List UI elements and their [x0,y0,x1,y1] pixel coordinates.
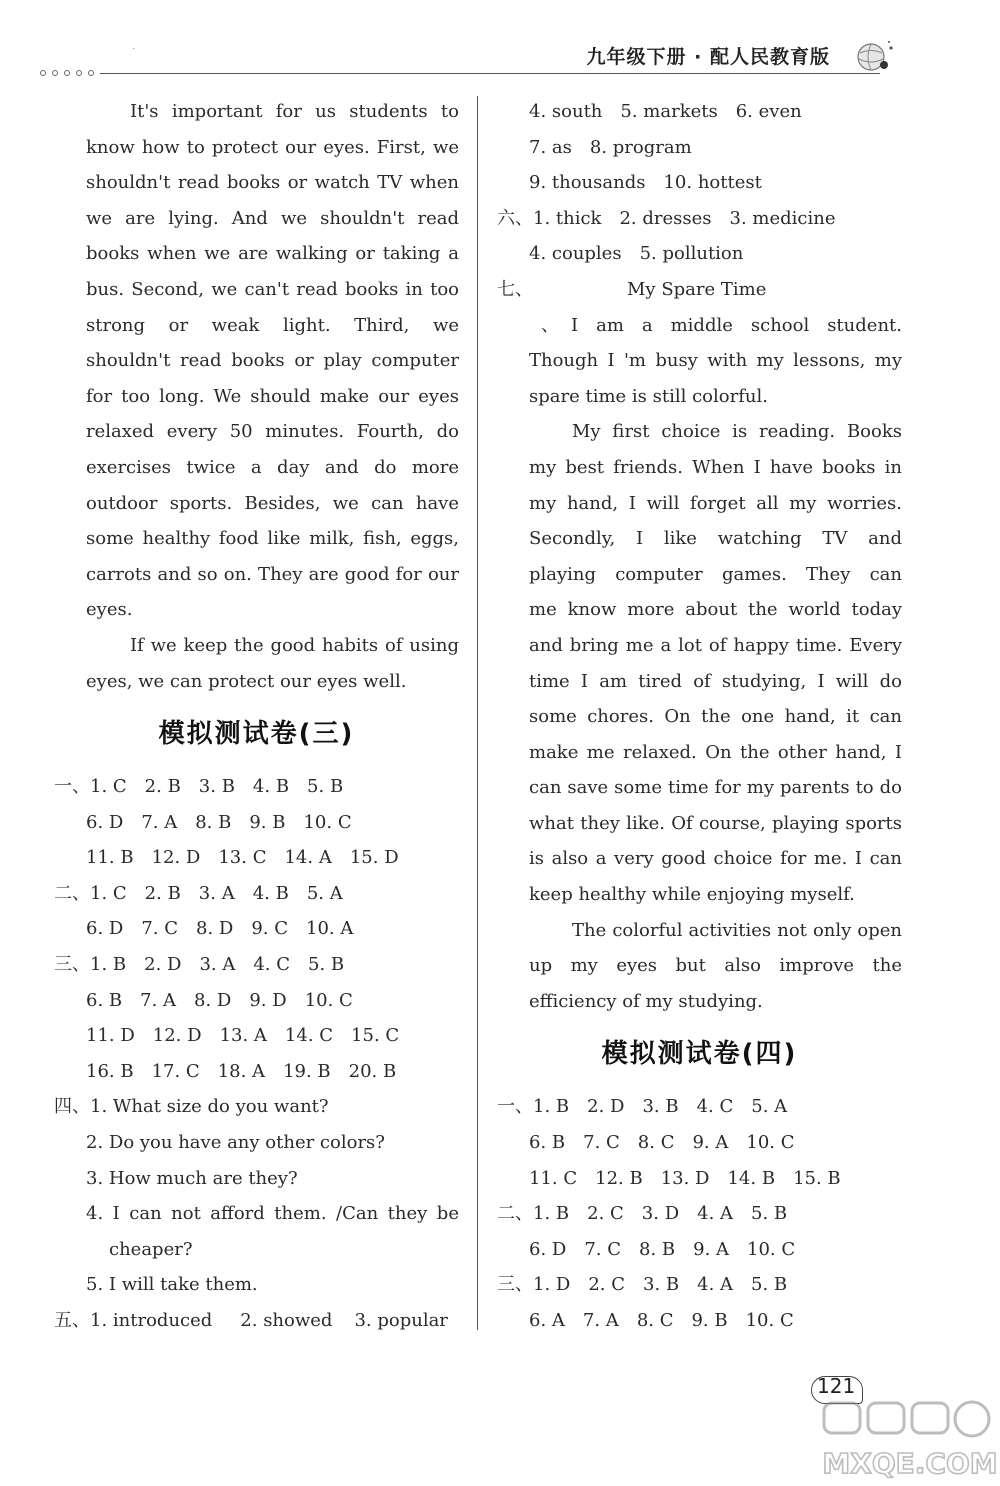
essay-line: outdoor sports. Besides, we can have [86,492,459,514]
answer: 13. A [219,1025,267,1047]
answer: 4. A [697,1274,734,1296]
essay-line: shouldn't read books or watch TV when [86,172,459,194]
answer: 15. C [351,1025,400,1047]
answer: 3. B [642,1096,679,1118]
answer-row [497,1303,902,1339]
answer: 2. C [587,1203,624,1225]
answer: 9. C [251,918,288,940]
right-column [497,94,902,1339]
answer-row [54,876,459,912]
essay-line: my hand, I will forget all my worries. [529,492,902,514]
answer: 7. A [140,989,177,1011]
answer-sentence: 2. Do you have any other colors? [86,1132,385,1154]
answer-row [54,911,459,947]
answer: 2. B [144,776,181,798]
answer: 14. A [284,847,332,869]
test-4-title: 模拟测试卷(四) [601,1039,798,1070]
answer-row [497,1267,902,1303]
essay-line: shouldn't read books or play computer [86,350,459,372]
answer: 6. D [86,918,124,940]
answer-row [497,236,902,272]
answer: 9. A [693,1238,730,1260]
answer: 1. introduced [90,1310,213,1331]
answer: 13. D [660,1167,710,1189]
answer: 3. medicine [729,207,836,229]
answer: 1. thick [533,207,602,229]
answer: 10. hottest [663,172,762,194]
essay-line: carrots and so on. They are good for our [86,563,459,585]
answer: 11. C [529,1167,578,1189]
answer-sentence: 3. How much are they? [86,1167,298,1189]
essay-line: and bring me a lot of happy time. Every [529,634,902,656]
answer-row [497,1089,902,1125]
essay-line: up my eyes but also improve the [529,955,902,977]
answer: 2. C [588,1274,625,1296]
answer: 5. A [306,882,343,904]
answer: 2. D [144,954,182,976]
answer: 4. B [252,776,290,798]
answer: 8. D [194,989,232,1011]
answer: 6. D [86,811,124,833]
essay-line: my best friends. When I have books in [529,456,902,478]
answer: 10. C [745,1310,794,1331]
answer: 6. B [529,1132,566,1154]
answer-sentence: 5. I will take them. [86,1274,258,1296]
answer-row [497,1232,902,1268]
answer: 4. C [696,1096,734,1118]
answer: 20. B [348,1060,397,1082]
answer: 1. C [90,776,127,798]
essay-line: books when we are walking or taking a [86,243,459,265]
answer: 8. program [589,136,692,158]
answer: 2. dresses [619,207,712,229]
essay-line: exercises twice a day and do more [86,456,459,478]
essay-line: is also a very good choice for me. I can [529,848,902,870]
answer: 4. C [253,954,291,976]
answer: 10. A [306,918,354,940]
answer-row [54,769,459,805]
essay-line: If we keep the good habits of using [130,634,459,656]
answer: 12. D [152,1025,202,1047]
answer: 17. C [151,1060,200,1082]
essay-line: The colorful activities not only open [572,919,902,941]
answer-row [497,201,902,237]
essay-line: time I am tired of studying, I will do [529,670,902,692]
answer: 18. A [217,1060,266,1082]
watermark-text: MXQE.COM [822,1447,998,1480]
answer: 9. D [249,989,287,1011]
answer: 10. C [747,1238,796,1260]
answer: 1. D [533,1274,571,1296]
answer: 3. A [199,954,236,976]
answer: 8. D [196,918,234,940]
answer: 4. couples [529,243,622,265]
ball-logo-icon [851,38,895,74]
answer: 10. C [304,989,353,1011]
essay-line: Though I 'm busy with my lessons, my [529,350,902,372]
essay-line: can save some time for my parents to do [529,777,902,799]
answer: 7. C [141,918,178,940]
answer: 4. south [529,101,603,122]
header-mark: · [132,44,136,55]
page-header [40,30,960,90]
answer: 2. showed [240,1310,333,1331]
header-dots [40,70,94,76]
essay-line: playing computer games. They can [529,563,902,585]
answer: 8. C [637,1132,675,1154]
essay-line: I am a middle school student. [571,314,902,336]
answer: 12. D [151,847,201,869]
answer: 1. C [90,882,127,904]
answer: 12. B [595,1167,643,1189]
answer-sentence: 4. I can not afford them. /Can they be [86,1203,459,1225]
answer: 1. B [533,1096,570,1118]
essay-title-row [497,272,902,308]
answer-row [497,130,902,166]
section-label: 一、 [54,776,90,798]
essay-line: It's important for us students to [130,101,459,122]
essay-line: bus. Second, we can't read books in too [86,278,459,300]
page-number: 121 [817,1374,856,1398]
answer: 9. A [692,1132,729,1154]
essay-line: for too long. We should make our eyes [86,385,459,407]
answer: 7. C [583,1132,620,1154]
answer: 16. B [86,1060,134,1082]
answer: 11. B [86,847,134,869]
section-label: 七、 [497,278,533,300]
answer: 5. pollution [639,243,744,265]
essay-line: me know more about the world today [529,599,902,621]
answer: 6. D [529,1238,567,1260]
answer: 19. B [283,1060,331,1082]
section-label: 一、 [497,1096,533,1118]
test-3-title: 模拟测试卷(三) [158,719,355,750]
answer: 5. B [751,1203,788,1225]
section-label: 三、 [497,1274,533,1296]
essay-title: My Spare Time [627,278,767,300]
answer-sentence: cheaper? [109,1238,193,1260]
answer: 3. B [643,1274,680,1296]
answer: 14. C [284,1025,334,1047]
section-label: 四、 [54,1096,90,1118]
answer-row [54,1018,459,1054]
answer: 8. B [639,1238,676,1260]
essay-line: what they like. Of course, playing sports [529,812,902,834]
answer-row [497,1125,902,1161]
answer: 6. A [529,1310,565,1331]
essay-line: keep healthy while enjoying myself. [529,884,855,906]
left-column [54,94,459,1339]
section-label: 五、 [54,1310,90,1331]
essay-line: Secondly, I like watching TV and [529,528,902,550]
essay-line: My first choice is reading. Books [572,421,902,443]
answer: 6. B [86,989,123,1011]
answer: 3. A [198,882,235,904]
essay-line: some healthy food like milk, fish, eggs, [86,528,459,550]
answer: 1. B [533,1203,570,1225]
answer: 8. B [195,811,232,833]
essay-line: strong or weak light. Third, we [86,314,459,336]
answer: 11. D [86,1025,135,1047]
answer-row [54,947,459,983]
header-rule [100,73,880,74]
answer: 2. B [144,882,181,904]
answer-row [54,1303,459,1339]
answer: 14. B [727,1167,776,1189]
answer: 15. D [349,847,399,869]
answer: 2. D [587,1096,625,1118]
section-label: 二、 [497,1203,533,1225]
answer: 7. C [584,1238,621,1260]
essay-line: we are lying. And we shouldn't read [86,207,459,229]
essay-line: some chores. On the one hand, it can [529,706,902,728]
answer-row [497,165,902,201]
answer: 5. B [308,954,345,976]
answer-row [497,1161,902,1197]
essay-line: spare time is still colorful. [529,385,768,407]
answer: 10. C [303,811,352,833]
essay-mark: 、 [541,314,559,336]
answer-row [54,840,459,876]
answer: 4. B [252,882,289,904]
column-divider [477,96,478,1330]
answer-row [497,1196,902,1232]
answer: 13. C [218,847,267,869]
answer: 7. A [141,811,178,833]
answer-row [54,805,459,841]
answer: 9. thousands [529,172,646,194]
answer: 7. A [582,1310,619,1331]
answer: 4. A [697,1203,734,1225]
answer: 3. D [641,1203,680,1225]
answer-sentence: 1. What size do you want? [90,1096,329,1118]
answer: 8. C [636,1310,674,1331]
answer: 15. B [793,1167,841,1189]
answer-row [54,1054,459,1090]
section-label: 三、 [54,954,90,976]
answer: 5. B [751,1274,788,1296]
essay-line: relaxed every 50 minutes. Fourth, do [86,421,459,443]
answer: 7. as [529,136,572,158]
section-label: 六、 [497,207,533,229]
answer: 5. markets [620,101,718,122]
essay-line: efficiency of my studying. [529,990,763,1012]
answer: 9. B [691,1310,728,1331]
answer: 10. C [746,1132,795,1154]
answer: 9. B [249,811,286,833]
essay-line-row [497,308,902,344]
section-label: 二、 [54,882,90,904]
essay-line: make me relaxed. On the other hand, I [529,741,902,763]
answer-row [54,983,459,1019]
essay-line: know how to protect our eyes. First, we [86,136,459,158]
book-title: 九年级下册 · 配人民教育版 [586,46,830,68]
watermark-logo [820,1395,1000,1486]
answer: 5. A [751,1096,788,1118]
answer: 3. popular [354,1310,448,1331]
answer: 1. B [90,954,127,976]
essay-line: eyes, we can protect our eyes well. [86,670,407,692]
answer-row [54,1089,459,1125]
essay-line: eyes. [86,599,133,621]
answer: 6. even [735,101,802,122]
answer: 3. B [198,776,235,798]
answer-row [497,94,902,130]
answer: 5. B [307,776,344,798]
